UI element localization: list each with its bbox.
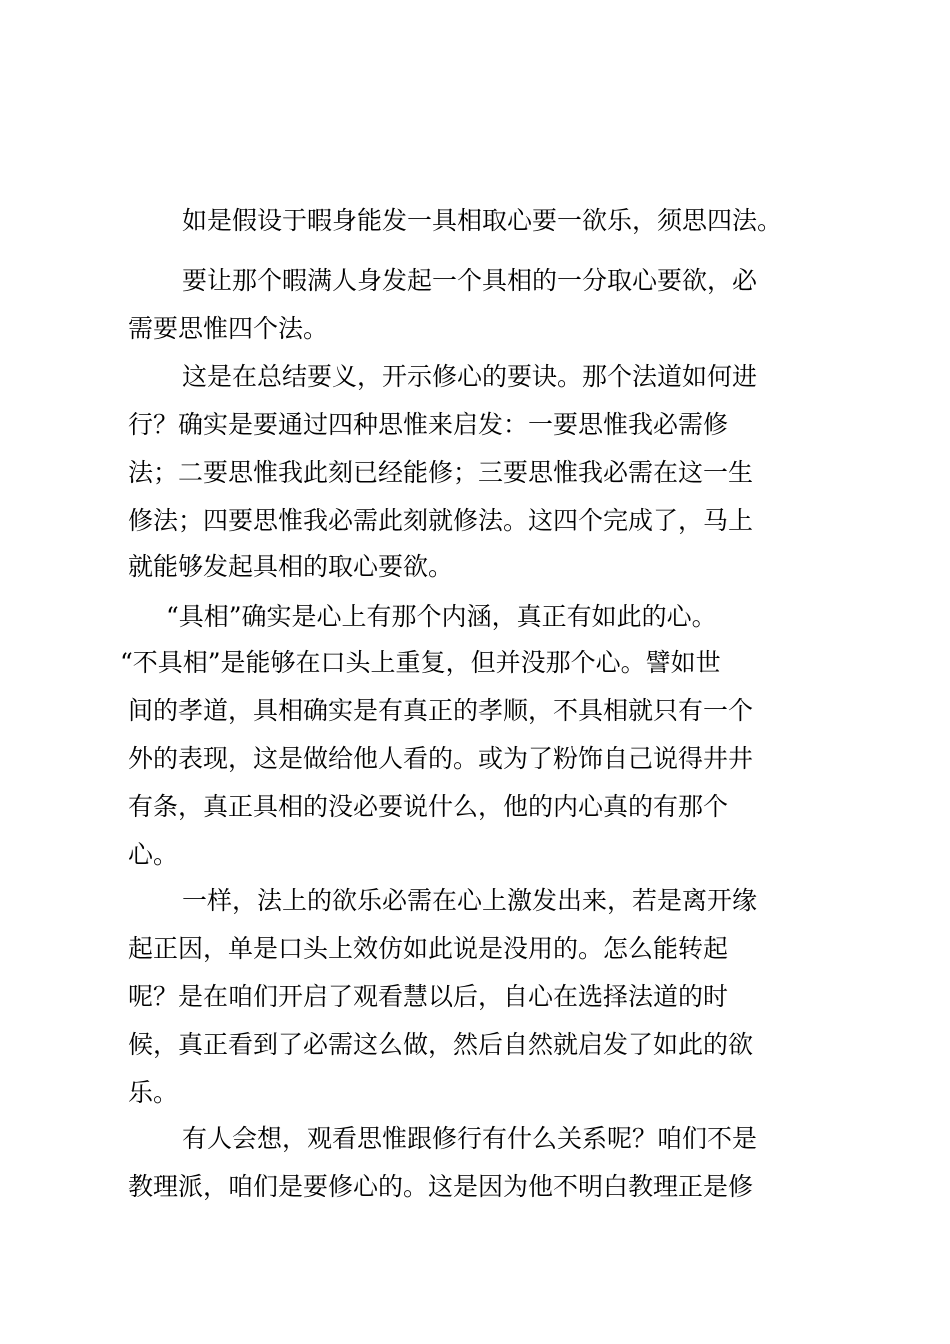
text-line: 这是在总结要义，开示修心的要诀。那个法道如何进: [182, 362, 758, 391]
text-line: 行？确实是要通过四种思惟来启发：一要思惟我必需修: [128, 410, 729, 439]
text-line: 起正因，单是口头上效仿如此说是没用的。怎么能转起: [128, 934, 729, 963]
text-line: 候，真正看到了必需这么做，然后自然就启发了如此的欲: [128, 1030, 754, 1059]
text-line: “不具相”是能够在口头上重复，但并没那个心。譬如世: [120, 648, 721, 677]
text-line: 呢？是在咱们开启了观看慧以后，自心在选择法道的时: [128, 982, 729, 1011]
text-line: “具相”确实是心上有那个内涵，真正有如此的心。: [166, 602, 717, 631]
text-line: 教理派，咱们是要修心的。这是因为他不明白教理正是修: [128, 1172, 754, 1201]
text-line: 法；二要思惟我此刻已经能修；三要思惟我必需在这一生: [128, 458, 754, 487]
text-line: 如是假设于暇身能发一具相取心要一欲乐，须思四法。: [182, 206, 783, 235]
text-line: 有条，真正具相的没必要说什么，他的内心真的有那个: [128, 792, 729, 821]
text-line: 外的表现，这是做给他人看的。或为了粉饰自己说得井井: [128, 744, 754, 773]
text-line: 心。: [128, 840, 179, 869]
text-line: 修法；四要思惟我必需此刻就修法。这四个完成了，马上: [128, 506, 754, 535]
text-line: 需要思惟四个法。: [128, 314, 329, 343]
text-line: 间的孝道，具相确实是有真正的孝顺，不具相就只有一个: [128, 696, 754, 725]
text-line: 有人会想，观看思惟跟修行有什么关系呢？咱们不是: [182, 1124, 758, 1153]
text-line: 要让那个暇满人身发起一个具相的一分取心要欲，必: [182, 266, 758, 295]
text-line: 一样，法上的欲乐必需在心上激发出来，若是离开缘: [182, 886, 758, 915]
text-line: 乐。: [128, 1078, 179, 1107]
text-line: 就能够发起具相的取心要欲。: [128, 552, 454, 581]
